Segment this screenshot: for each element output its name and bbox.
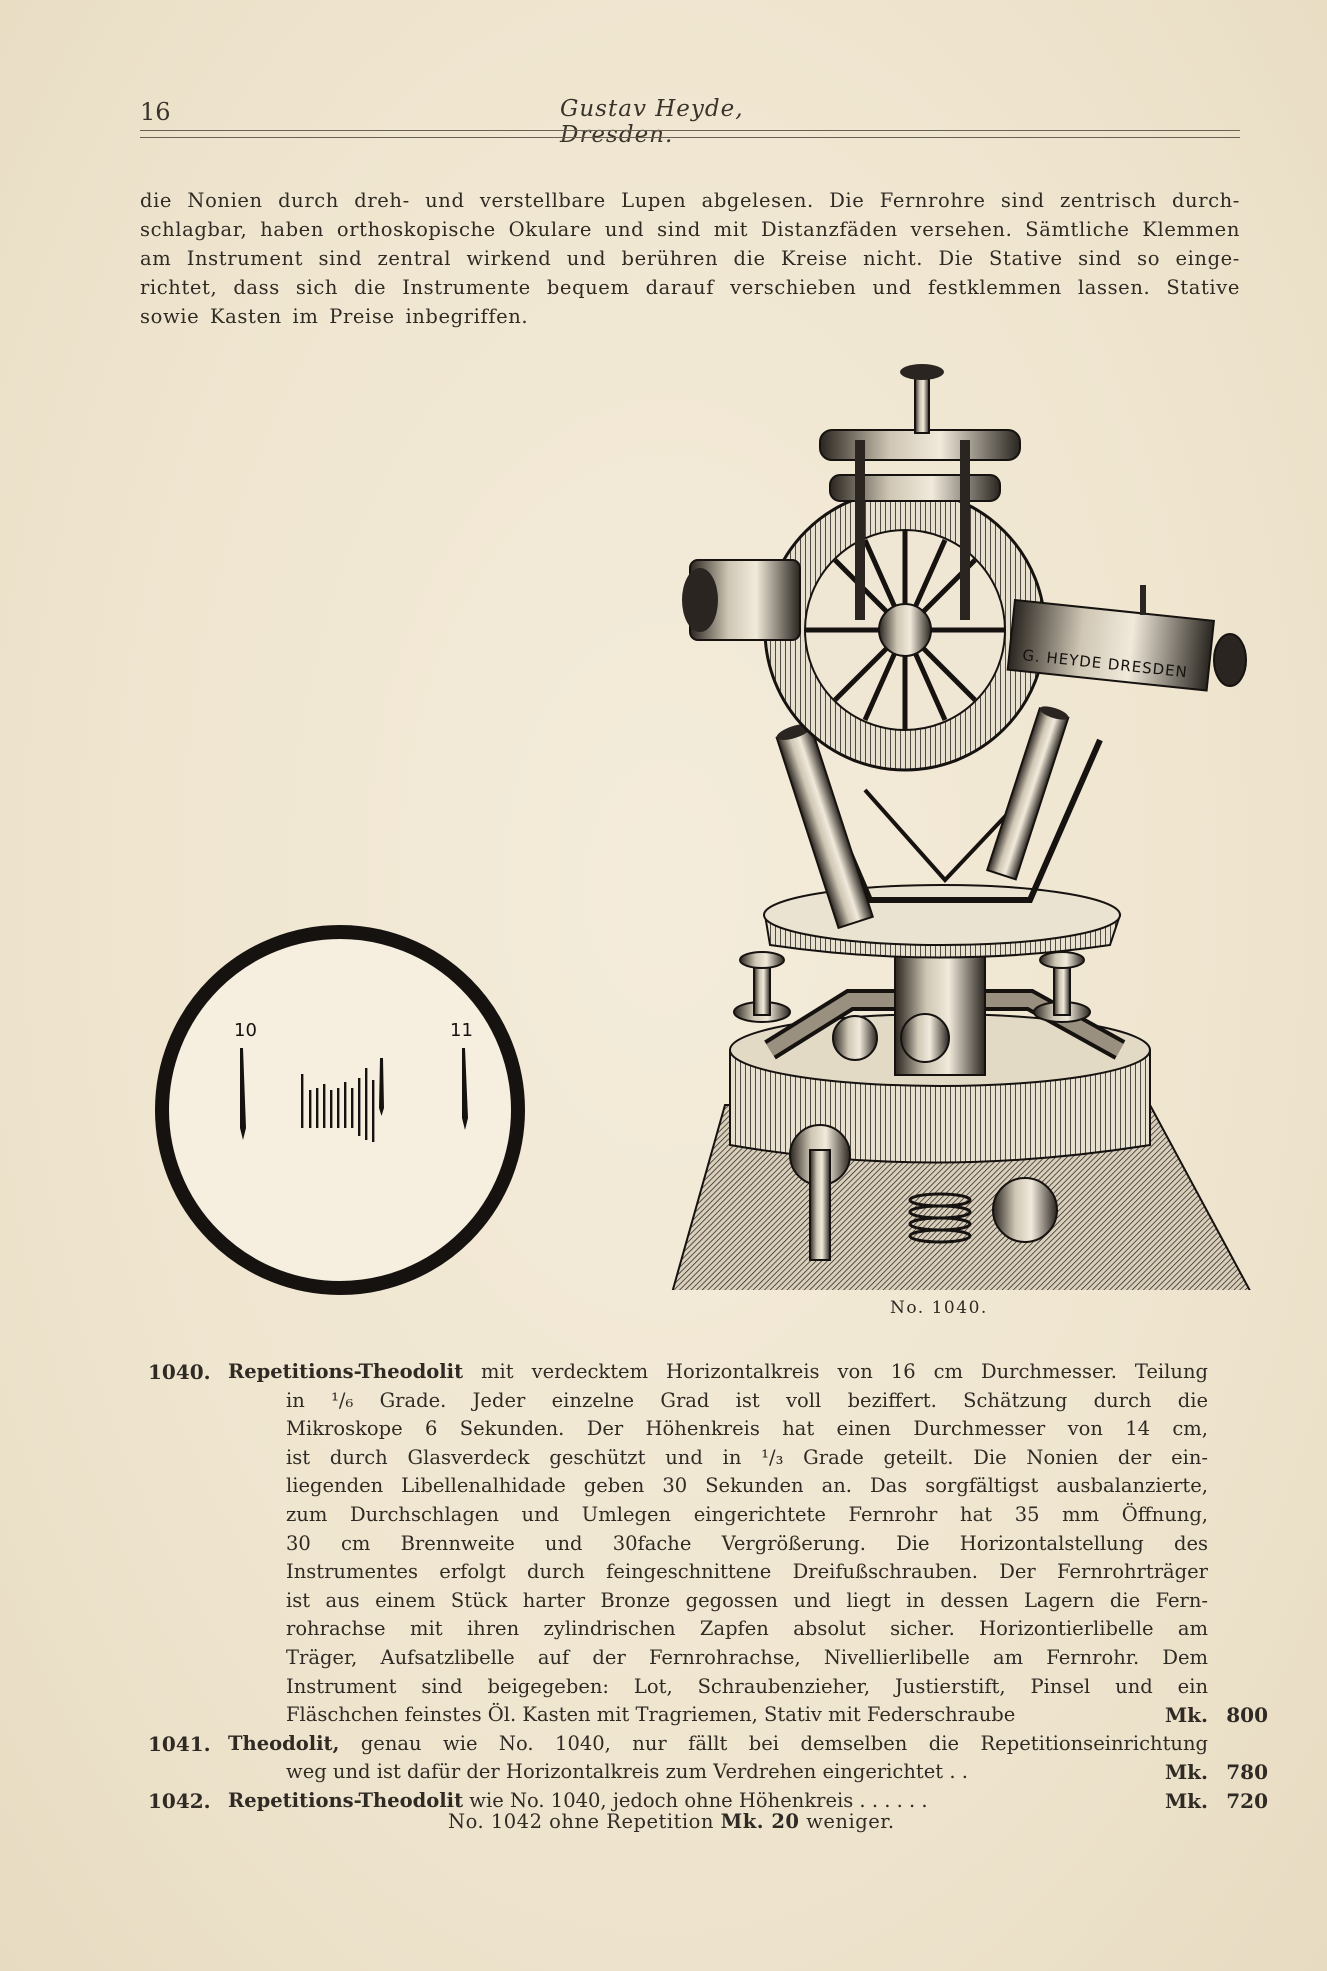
intro-line: sowie Kasten im Preise inbegriffen. bbox=[140, 305, 529, 328]
price-value: 780 bbox=[1226, 1760, 1268, 1785]
price bbox=[1165, 1701, 1268, 1730]
entry-line: Fläschchen feinstes Öl. Kasten mit Tragriemen, Stativ mit Federschraube bbox=[286, 1703, 1016, 1727]
intro-line: am Instrument sind zentral wirkend und berühren die Kreise nicht. Die Stative sind so einge- bbox=[140, 247, 1240, 270]
theodolite-illustration bbox=[670, 360, 1255, 1290]
entry-line: Träger, Aufsatzlibelle auf der Fernrohrachse, Nivellierlibelle am Fernrohr. Dem bbox=[286, 1645, 1208, 1669]
intro-line: die Nonien durch dreh- und verstellbare Lupen abgelesen. Die Fernrohre sind zentrisch durch- bbox=[140, 189, 1240, 212]
price bbox=[1165, 1758, 1268, 1787]
price-currency: Mk. bbox=[1165, 1703, 1208, 1728]
reticle-label-right: 11 bbox=[450, 1020, 473, 1041]
product-number: 1040. bbox=[148, 1360, 211, 1384]
entry-text: mit verdecktem Horizontalkreis von 16 cm Durchmesser. Teilung bbox=[481, 1360, 1208, 1383]
entry-line: ist durch Glasverdeck geschützt und in ¹/₃ Grade geteilt. Die Nonien der ein- bbox=[286, 1445, 1208, 1469]
price bbox=[1165, 1787, 1268, 1816]
entry-line: Instrumentes erfolgt durch feingeschnittene Dreifußschrauben. Der Fernrohrträger bbox=[286, 1560, 1208, 1584]
product-name: Repetitions-Theodolit bbox=[228, 1360, 464, 1383]
entry-first-line bbox=[148, 1358, 1208, 1387]
entry-text: genau wie No. 1040, nur fällt bei demselben die Repetitionseinrichtung bbox=[360, 1731, 1209, 1755]
price-currency: Mk. bbox=[1165, 1788, 1208, 1813]
entry-text: wie No. 1040, jedoch ohne Höhenkreis . . . . . . bbox=[469, 1788, 928, 1812]
price-note bbox=[448, 1810, 1048, 1833]
entry-line: liegenden Libellenalhidade geben 30 Sekunden an. Das sorgfältigst ausbalanzierte, bbox=[286, 1474, 1208, 1498]
entry-line: weg und ist dafür der Horizontalkreis zum Verdrehen eingerichtet . . bbox=[286, 1760, 968, 1784]
price-currency: Mk. bbox=[1165, 1760, 1208, 1785]
intro-paragraph bbox=[140, 186, 1240, 331]
note-amount: Mk. 20 bbox=[720, 1810, 800, 1833]
entry-line: ist aus einem Stück harter Bronze gegossen und liegt in dessen Lagern die Fern- bbox=[286, 1588, 1208, 1612]
intro-line: richtet, dass sich die Instrumente bequem darauf verschieben und festklemmen lassen. Stative bbox=[140, 276, 1240, 299]
page-number: 16 bbox=[140, 98, 171, 126]
figure-caption: No. 1040. bbox=[890, 1298, 988, 1318]
entry-line: Mikroskope 6 Sekunden. Der Höhenkreis hat einen Durchmesser von 14 cm, bbox=[286, 1417, 1208, 1441]
instrument-engraving: G. HEYDE DRESDEN bbox=[1021, 646, 1189, 682]
product-name: Theodolit, bbox=[228, 1731, 340, 1755]
microscope-reticle-illustration bbox=[148, 918, 532, 1302]
price-value: 800 bbox=[1226, 1703, 1268, 1728]
entry-line: rohrachse mit ihren zylindrischen Zapfen absolut sicher. Horizontierlibelle am bbox=[286, 1617, 1208, 1641]
entry-line: Instrument sind beigegeben: Lot, Schraubenzieher, Justierstift, Pinsel und ein bbox=[286, 1674, 1208, 1698]
product-name: Repetitions-Theodolit bbox=[228, 1788, 464, 1812]
header-rule bbox=[140, 130, 1240, 131]
price-value: 720 bbox=[1226, 1788, 1268, 1813]
entry-line: in ¹/₆ Grade. Jeder einzelne Grad ist voll beziffert. Schätzung durch die bbox=[286, 1388, 1208, 1412]
product-number: 1042. bbox=[148, 1788, 211, 1813]
intro-line: schlagbar, haben orthoskopische Okulare und sind mit Distanzfäden versehen. Sämtliche Klemmen bbox=[140, 218, 1240, 241]
header-rule-thin bbox=[140, 137, 1240, 138]
product-entry-1041 bbox=[148, 1730, 1268, 1787]
entry-line: 30 cm Brennweite und 30fache Vergrößerung. Die Horizontalstellung des bbox=[286, 1531, 1208, 1555]
reticle-label-left: 10 bbox=[234, 1020, 257, 1041]
note-prefix: No. 1042 ohne Repetition bbox=[448, 1810, 714, 1833]
running-header-title: Gustav Heyde, Dresden. bbox=[560, 96, 744, 148]
product-number: 1041. bbox=[148, 1731, 211, 1756]
entry-first-line bbox=[148, 1730, 1208, 1759]
entry-line: zum Durchschlagen und Umlegen eingerichtete Fernrohr hat 35 mm Öffnung, bbox=[286, 1502, 1208, 1526]
product-entries bbox=[148, 1358, 1268, 1816]
note-suffix: weniger. bbox=[806, 1810, 895, 1833]
product-entry-1040 bbox=[148, 1358, 1268, 1730]
